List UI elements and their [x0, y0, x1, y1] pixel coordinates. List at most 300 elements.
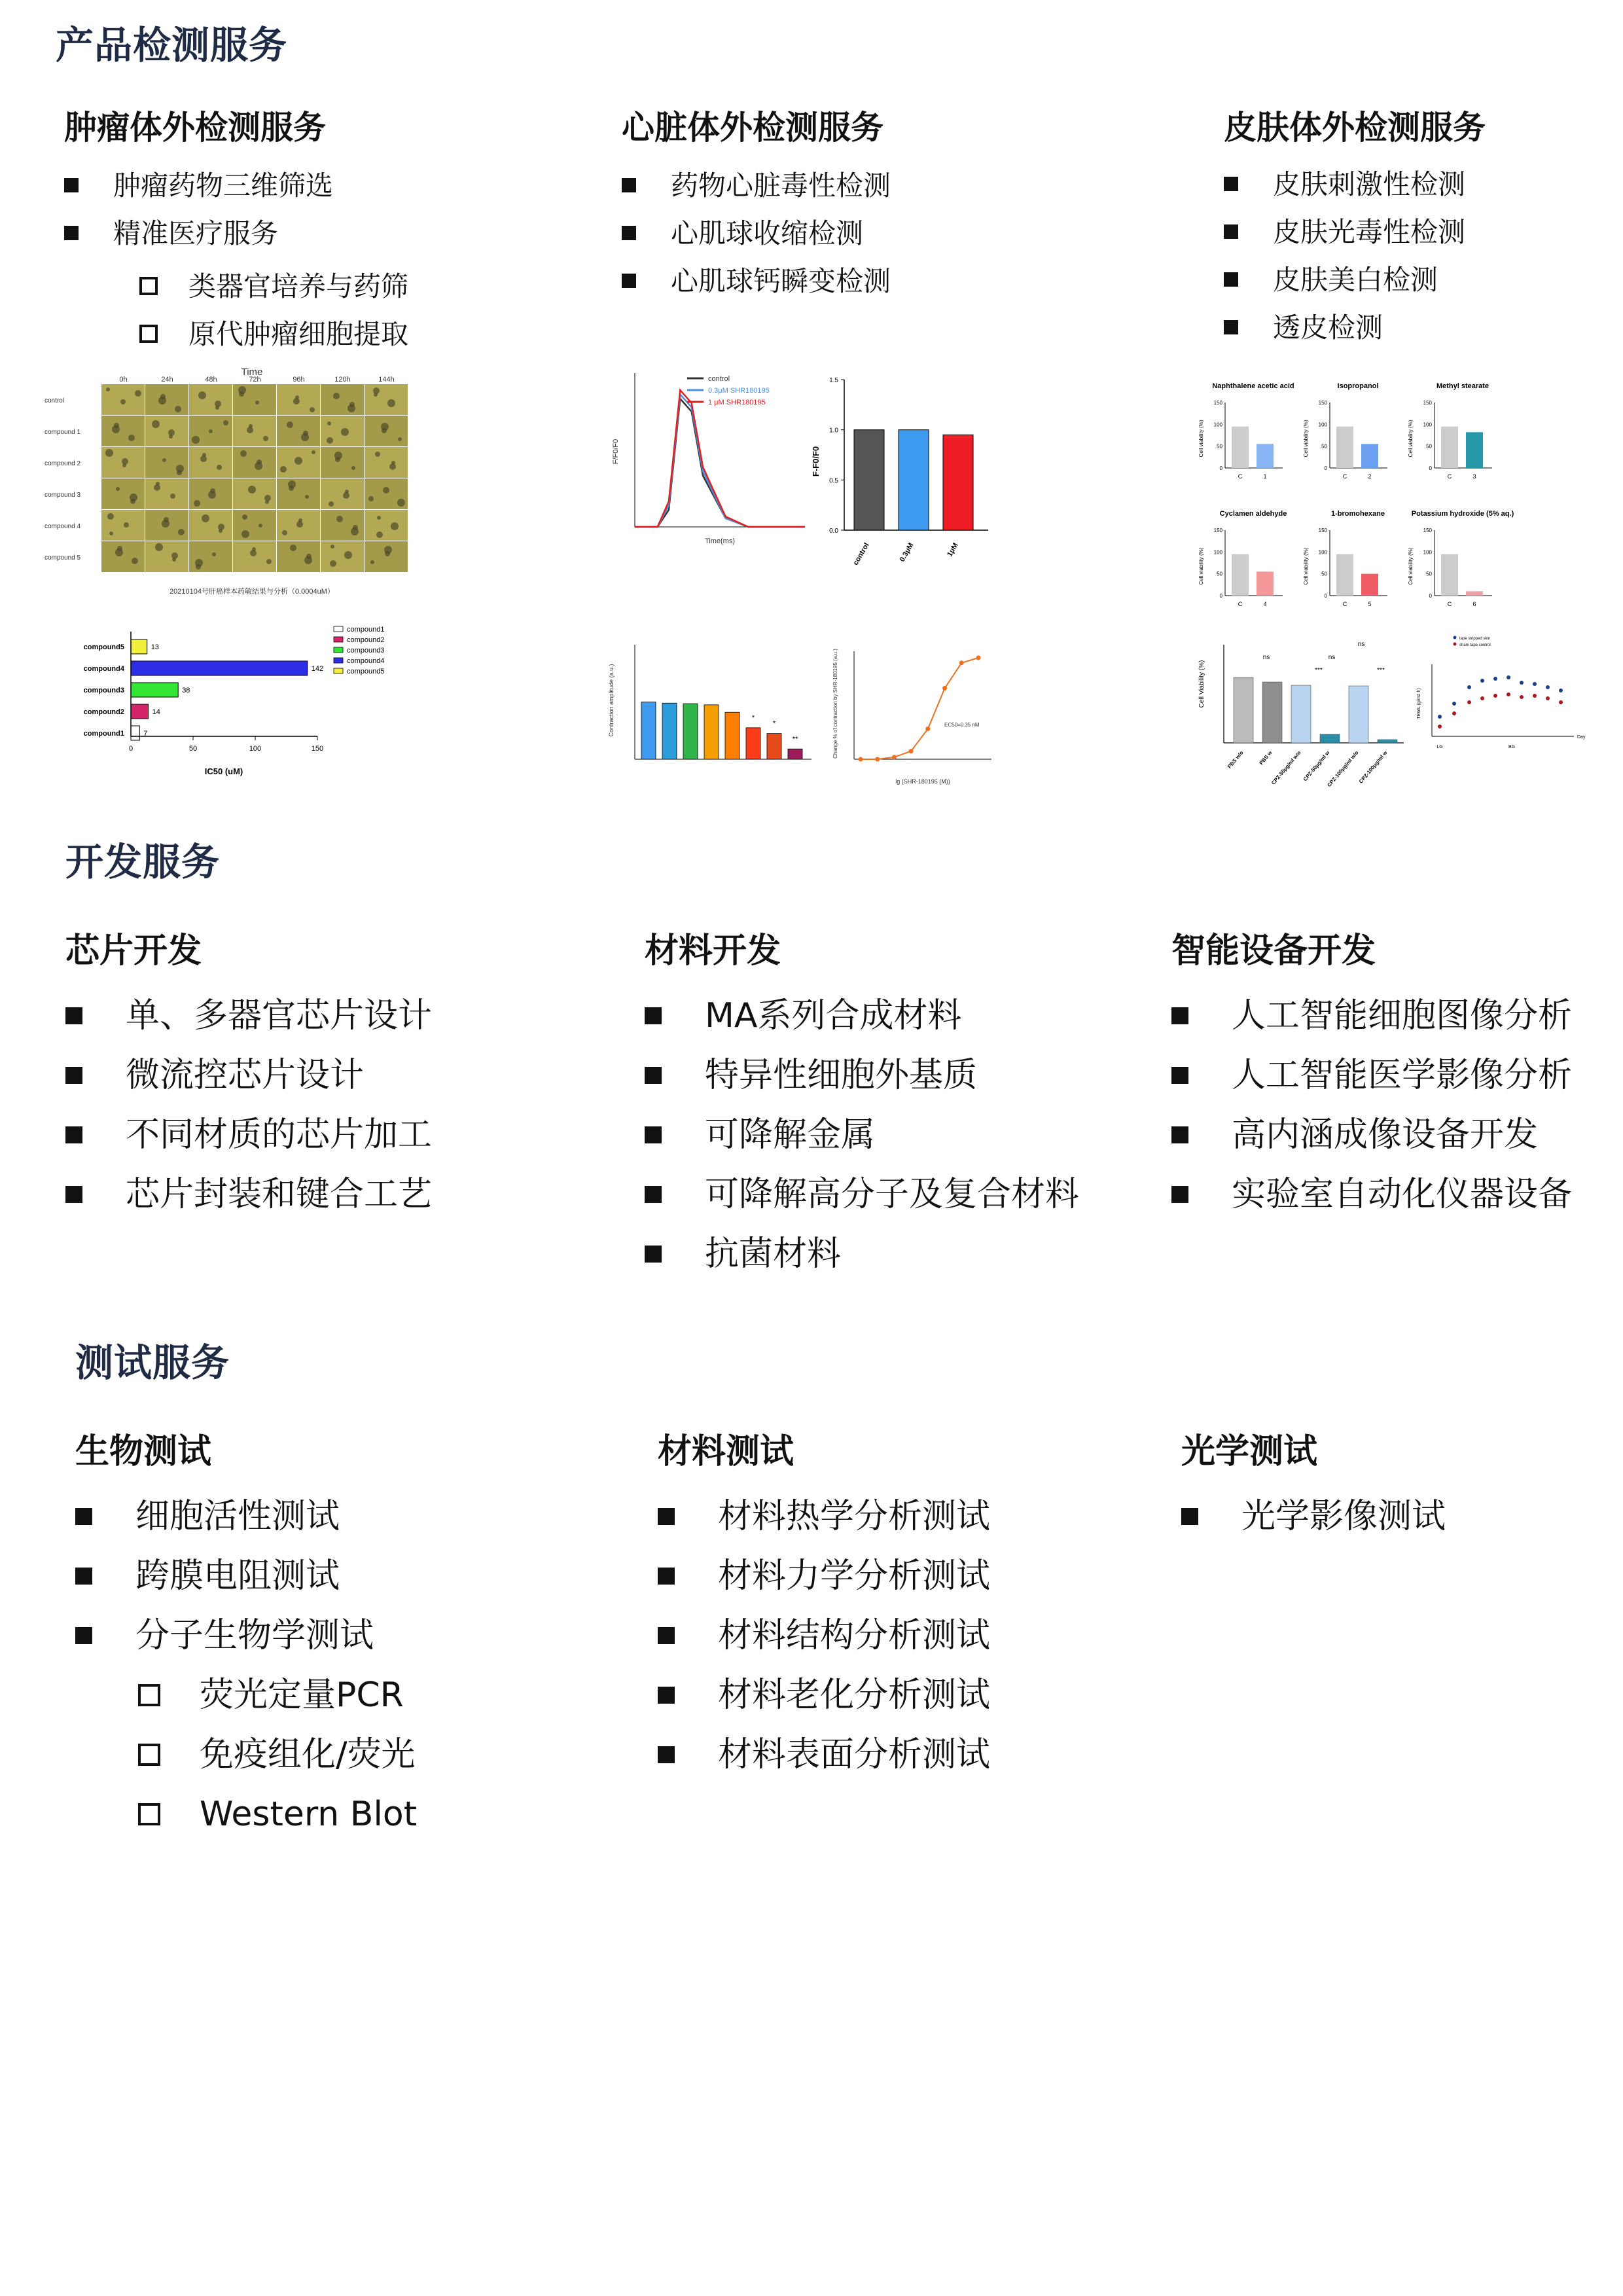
- data-point: [1467, 700, 1471, 704]
- organoid-image-cell: [101, 541, 145, 572]
- y-tick-label: 100: [1213, 549, 1222, 556]
- hollow-square-icon: [138, 1744, 160, 1766]
- bar: [1361, 444, 1378, 468]
- bar: [854, 430, 884, 530]
- organoid-spheroid: [310, 407, 315, 412]
- column-device: [1171, 923, 1572, 1225]
- organoid-spheroid: [282, 530, 287, 535]
- organoid-spheroid: [209, 429, 213, 433]
- organoid-spheroid: [348, 404, 355, 412]
- time-label: 24h: [161, 376, 173, 384]
- significance-star: *: [772, 719, 776, 728]
- organoid-spheroid: [265, 500, 269, 504]
- organoid-spheroid: [391, 522, 399, 530]
- organoid-spheroid: [329, 501, 334, 507]
- organoid-spheroid: [266, 559, 272, 564]
- organoid-image-cell: [233, 510, 276, 541]
- bar: [1257, 571, 1274, 596]
- item-list: [622, 162, 891, 305]
- organoid-spheroid: [375, 452, 380, 457]
- bullet-square-icon: [658, 1568, 675, 1585]
- f-ratio-bar-chart: [808, 373, 998, 569]
- row-label: compound 3: [45, 492, 81, 499]
- column-title: 材料测试: [658, 1432, 794, 1471]
- organoid-spheroid: [341, 428, 349, 436]
- row-label: compound 1: [45, 429, 81, 436]
- organoid-spheroid: [120, 399, 126, 404]
- small-chart-title: Isopropanol: [1337, 382, 1379, 390]
- organoid-spheroid: [105, 449, 113, 457]
- category-label: 4: [1263, 601, 1267, 607]
- organoid-spheroid: [215, 406, 219, 410]
- data-point: [1559, 689, 1563, 692]
- organoid-spheroid: [398, 437, 402, 441]
- time-label: 96h: [293, 376, 305, 384]
- bullet-square-icon: [645, 1067, 662, 1084]
- organoid-image-cell: [145, 478, 188, 509]
- column-title: 智能设备开发: [1171, 931, 1376, 971]
- organoid-spheroid: [280, 466, 287, 473]
- y-tick-label: 150: [1213, 400, 1222, 406]
- time-label: 72h: [249, 376, 261, 384]
- y-axis-label: Cell viability (%): [1198, 547, 1204, 585]
- data-point: [859, 757, 863, 762]
- organoid-spheroid: [248, 486, 256, 493]
- x-tick-label: 100: [249, 745, 262, 753]
- bar: [1232, 427, 1249, 468]
- category-label: C: [1447, 473, 1452, 480]
- list-item: 材料热学分析测试: [658, 1487, 990, 1547]
- organoid-spheroid: [200, 456, 207, 462]
- item-list: [1181, 1487, 1446, 1547]
- data-point: [1533, 694, 1537, 698]
- bullet-square-icon: [75, 1627, 92, 1644]
- data-point: [925, 726, 930, 731]
- category-label: compound4: [83, 665, 124, 673]
- bullet-square-icon: [75, 1568, 92, 1585]
- bullet-square-icon: [622, 226, 636, 240]
- organoid-spheroid: [154, 484, 160, 491]
- bullet-square-icon: [75, 1508, 92, 1525]
- data-label: 14: [152, 708, 160, 716]
- section-title-product: 产品检测服务: [56, 23, 288, 67]
- bullet-square-icon: [622, 274, 636, 288]
- organoid-spheroid: [294, 457, 302, 465]
- x-tick-label: 150: [311, 745, 324, 753]
- y-axis-label: Cell viability (%): [1408, 420, 1414, 457]
- list-item: 实验室自动化仪器设备: [1171, 1165, 1572, 1225]
- significance-ns: ns: [1357, 641, 1365, 648]
- organoid-spheroid: [351, 466, 355, 470]
- organoid-spheroid: [241, 530, 249, 538]
- y-axis-label: Cell viability (%): [1408, 547, 1414, 585]
- bullet-square-icon: [658, 1746, 675, 1763]
- small-chart-title: Cyclamen aldehyde: [1219, 510, 1287, 518]
- y-tick-label: 0: [1324, 465, 1327, 471]
- y-axis-label: Cell viability (%): [1303, 420, 1309, 457]
- organoid-spheroid: [217, 465, 222, 470]
- bar: [131, 661, 308, 675]
- column-tumor: [64, 101, 408, 358]
- organoid-spheroid: [194, 500, 200, 507]
- list-item: 药物心脏毒性检测: [622, 162, 891, 209]
- organoid-spheroid: [198, 391, 206, 399]
- y-tick-label: 50: [1217, 571, 1222, 577]
- bullet-square-icon: [1224, 224, 1238, 239]
- ec50-label: EC50=0.35 nM: [944, 722, 980, 728]
- bullet-square-icon: [1171, 1186, 1188, 1203]
- y-axis-label: F/F0/F0: [612, 439, 620, 465]
- section-title-dev: 开发服务: [65, 840, 221, 884]
- column-title: 皮肤体外检测服务: [1224, 109, 1486, 147]
- list-item: 心肌球钙瞬变检测: [622, 257, 891, 305]
- organoid-spheroid: [242, 514, 247, 520]
- y-tick-label: 0: [1429, 465, 1432, 471]
- item-list: [64, 162, 408, 358]
- y-tick-label: 0.0: [829, 528, 838, 535]
- item-list: [645, 986, 1079, 1284]
- list-subitem: 免疫组化/荧光: [75, 1725, 417, 1785]
- category-label: CPZ-100μg/ml w: [1357, 749, 1389, 785]
- column-heart: [622, 101, 891, 305]
- organoid-image-cell: [321, 541, 364, 572]
- organoid-spheroid: [259, 524, 262, 528]
- bar: [704, 705, 719, 759]
- bullet-square-icon: [1171, 1007, 1188, 1024]
- y-tick-label: 0: [1219, 465, 1222, 471]
- organoid-spheroid: [132, 558, 138, 564]
- organoid-spheroid: [327, 437, 333, 444]
- list-item: 皮肤美白检测: [1224, 256, 1486, 304]
- legend-swatch: [334, 668, 343, 673]
- organoid-spheroid: [351, 528, 359, 535]
- column-title: 生物测试: [75, 1432, 212, 1471]
- list-item: 材料力学分析测试: [658, 1547, 990, 1606]
- y-tick-label: 50: [1217, 443, 1222, 450]
- organoid-image-cell: [321, 478, 364, 509]
- data-point: [1480, 679, 1484, 683]
- category-label: C: [1447, 601, 1452, 607]
- list-item: 人工智能细胞图像分析: [1171, 986, 1572, 1046]
- hollow-square-icon: [139, 325, 158, 343]
- organoid-spheroid: [175, 406, 181, 412]
- column-material-test: [658, 1424, 990, 1785]
- bar: [131, 704, 149, 719]
- bar: [1361, 574, 1378, 596]
- organoid-image-cell: [277, 478, 320, 509]
- time-label: 0h: [119, 376, 128, 384]
- bullet-square-icon: [645, 1186, 662, 1203]
- y-tick-label: 0: [1324, 593, 1327, 599]
- organoid-spheroid: [370, 560, 374, 564]
- y-tick-label: 1.0: [829, 427, 838, 435]
- column-title: 材料开发: [645, 931, 781, 971]
- cell-viability-bar-chart: [1194, 632, 1410, 795]
- organoid-spheroid: [202, 514, 209, 522]
- y-tick-label: 100: [1318, 549, 1327, 556]
- organoid-image-cell: [365, 510, 408, 541]
- organoid-spheroid: [376, 531, 383, 538]
- organoid-spheroid: [115, 548, 123, 556]
- significance-stars: ***: [1315, 667, 1323, 674]
- item-list: [65, 986, 432, 1225]
- row-label: compound 2: [45, 460, 81, 467]
- y-tick-label: 1.5: [829, 377, 838, 384]
- list-item: 微流控芯片设计: [65, 1046, 432, 1105]
- organoid-image-cell: [101, 510, 145, 541]
- data-point: [942, 686, 947, 691]
- legend-swatch: [334, 637, 343, 642]
- column-bio-test: [75, 1424, 417, 1844]
- list-item: 精准医疗服务: [64, 209, 408, 257]
- hollow-square-icon: [139, 277, 158, 295]
- organoid-spheroid: [177, 470, 182, 475]
- organoid-image-cell: [321, 384, 364, 415]
- bar: [943, 435, 973, 530]
- category-label: 1: [1263, 473, 1267, 480]
- list-item: 皮肤光毒性检测: [1224, 208, 1486, 256]
- item-list: [75, 1487, 417, 1844]
- organoid-spheroid: [172, 558, 176, 562]
- bullet-square-icon: [1181, 1508, 1198, 1525]
- organoid-spheroid: [333, 393, 340, 399]
- bar: [131, 683, 178, 697]
- organoid-image-cell: [321, 510, 364, 541]
- bar: [1441, 554, 1458, 596]
- y-tick-label: 100: [1318, 422, 1327, 428]
- legend-label: control: [708, 375, 730, 383]
- organoid-spheroid: [377, 516, 381, 520]
- data-point: [1520, 695, 1524, 699]
- hollow-square-icon: [138, 1684, 160, 1706]
- dose-response-chart: [828, 645, 998, 795]
- organoid-spheroid: [293, 398, 300, 404]
- y-axis-label: TEWL (g/m2 h): [1417, 688, 1421, 719]
- category-label: compound1: [83, 730, 124, 738]
- phase-label: LG: [1436, 745, 1443, 749]
- list-item: MA系列合成材料: [645, 986, 1079, 1046]
- legend-item: sham tape control: [1459, 643, 1491, 647]
- organoid-spheroid: [122, 463, 126, 467]
- organoid-spheroid: [106, 387, 110, 391]
- small-chart-title: Methyl stearate: [1436, 382, 1489, 390]
- bar: [1466, 591, 1483, 596]
- data-point: [1546, 696, 1550, 700]
- category-label: 3: [1472, 473, 1476, 480]
- organoid-spheroid: [250, 550, 257, 556]
- significance-ns: ns: [1262, 654, 1270, 661]
- organoid-spheroid: [239, 391, 244, 397]
- organoid-image-grid: [39, 363, 412, 599]
- organoid-spheroid: [155, 543, 163, 551]
- organoid-spheroid: [330, 545, 334, 548]
- data-point: [1438, 725, 1442, 728]
- bar: [1232, 554, 1249, 596]
- x-tick-label: 50: [188, 745, 198, 753]
- organoid-image-cell: [189, 384, 232, 415]
- legend-label: compound3: [347, 647, 385, 655]
- organoid-spheroid: [344, 551, 352, 559]
- y-tick-label: 50: [1321, 571, 1327, 577]
- organoid-spheroid: [327, 422, 331, 425]
- list-item: 材料老化分析测试: [658, 1666, 990, 1725]
- column-title: 肿瘤体外检测服务: [64, 109, 326, 147]
- category-label: 0.3μM: [898, 541, 916, 564]
- category-label: control: [851, 541, 871, 567]
- organoid-spheroid: [289, 486, 294, 491]
- significance-star: *: [751, 713, 755, 722]
- category-label: compound3: [83, 687, 124, 694]
- phase-label: BG: [1508, 745, 1516, 749]
- organoid-spheroid: [387, 399, 395, 407]
- legend-swatch: [334, 626, 343, 632]
- y-axis-label: Cell Viability (%): [1198, 660, 1205, 708]
- bullet-square-icon: [1224, 320, 1238, 334]
- bullet-square-icon: [645, 1007, 662, 1024]
- contraction-bar-chart: [605, 638, 815, 802]
- time-label: 120h: [334, 376, 351, 384]
- bullet-square-icon: [645, 1126, 662, 1143]
- data-label: 142: [311, 665, 324, 673]
- column-material: [645, 923, 1079, 1284]
- row-label: compound 4: [45, 523, 81, 530]
- organoid-spheroid: [124, 522, 129, 528]
- bullet-square-icon: [65, 1007, 82, 1024]
- significance-stars: ***: [1377, 667, 1385, 674]
- organoid-spheroid: [170, 493, 175, 499]
- category-label: 2: [1368, 473, 1372, 480]
- legend-swatch: [334, 647, 343, 653]
- x-axis-label: Day: [1577, 735, 1586, 740]
- y-tick-label: 150: [1318, 400, 1327, 406]
- bar: [1320, 734, 1340, 743]
- y-axis-label: Contraction amplitude (a.u.): [608, 664, 615, 737]
- y-tick-label: 50: [1426, 443, 1432, 450]
- bullet-square-icon: [1171, 1126, 1188, 1143]
- bar: [1291, 685, 1311, 743]
- data-point: [1520, 681, 1524, 685]
- organoid-spheroid: [178, 529, 185, 535]
- category-label: compound2: [83, 708, 124, 716]
- organoid-image-cell: [189, 447, 232, 478]
- bar: [1466, 432, 1483, 468]
- organoid-image-cell: [233, 541, 276, 572]
- organoid-spheroid: [255, 401, 259, 404]
- organoid-image-cell: [145, 384, 188, 415]
- organoid-image-cell: [233, 478, 276, 509]
- bullet-square-icon: [65, 1067, 82, 1084]
- list-item: 高内涵成像设备开发: [1171, 1105, 1572, 1165]
- row-label: control: [45, 397, 65, 404]
- organoid-spheroid: [135, 390, 141, 397]
- bar: [1441, 427, 1458, 468]
- legend-label: compound2: [347, 636, 385, 644]
- organoid-spheroid: [296, 521, 303, 528]
- organoid-spheroid: [223, 420, 228, 425]
- significance-star: **: [792, 735, 798, 744]
- bullet-square-icon: [64, 226, 79, 240]
- small-chart-title: 1-bromohexane: [1331, 510, 1385, 518]
- bar: [683, 704, 698, 759]
- organoid-spheroid: [240, 450, 247, 457]
- organoid-image-cell: [277, 416, 320, 446]
- small-chart-title: Naphthalene acetic acid: [1212, 382, 1294, 390]
- time-label: 144h: [378, 376, 395, 384]
- organoid-image-cell: [145, 416, 188, 446]
- legend-label: 1 μM SHR180195: [708, 399, 766, 406]
- data-point: [1546, 685, 1550, 689]
- bullet-square-icon: [1224, 177, 1238, 191]
- organoid-spheroid: [247, 427, 253, 433]
- y-tick-label: 50: [1426, 571, 1432, 577]
- ic50-bar-chart: [46, 619, 425, 785]
- data-point: [1533, 682, 1537, 686]
- organoid-spheroid: [301, 433, 309, 441]
- organoid-spheroid: [208, 491, 216, 499]
- category-label: 5: [1368, 601, 1372, 607]
- organoid-image-cell: [321, 447, 364, 478]
- bar: [641, 702, 656, 760]
- organoid-spheroid: [290, 545, 296, 551]
- data-point: [976, 656, 981, 660]
- data-point: [1452, 702, 1456, 706]
- organoid-spheroid: [336, 516, 343, 522]
- organoid-spheroid: [169, 435, 173, 439]
- data-point: [1480, 696, 1484, 700]
- x-axis-label: Time(ms): [704, 537, 736, 545]
- item-list: [1171, 986, 1572, 1225]
- tewl-scatter-chart: [1414, 632, 1584, 762]
- list-item: 肿瘤药物三维筛选: [64, 162, 408, 209]
- organoid-spheroid: [112, 425, 120, 433]
- list-item: 可降解金属: [645, 1105, 1079, 1165]
- y-axis-label: F-F0/F0: [811, 446, 821, 477]
- list-subitem: Western Blot: [75, 1785, 417, 1844]
- legend-item: tape stripped skin: [1459, 637, 1491, 641]
- y-tick-label: 0: [1219, 593, 1222, 599]
- list-item: 抗菌材料: [645, 1225, 1079, 1284]
- data-label: 7: [143, 730, 148, 738]
- bullet-square-icon: [65, 1126, 82, 1143]
- organoid-image-cell: [189, 510, 232, 541]
- bar: [1336, 554, 1353, 596]
- bar: [767, 734, 781, 759]
- list-subitem: 类器官培养与药筛: [64, 262, 408, 310]
- organoid-spheroid: [152, 420, 160, 428]
- organoid-spheroid: [109, 531, 113, 535]
- bar: [1234, 677, 1253, 743]
- y-axis-label: Change % of contraction by SHR-180195 (a.u.): [832, 649, 838, 759]
- row-label: compound 5: [45, 554, 81, 562]
- organoid-spheroid: [343, 492, 349, 499]
- bullet-square-icon: [658, 1687, 675, 1704]
- organoid-spheroid: [389, 463, 396, 470]
- bar: [746, 728, 760, 759]
- bar: [1257, 444, 1274, 468]
- organoid-spheroid: [304, 556, 312, 564]
- category-label: PBS w/o: [1226, 749, 1245, 770]
- organoid-spheroid: [368, 496, 374, 501]
- legend-label: compound5: [347, 668, 385, 675]
- organoid-spheroid: [305, 495, 309, 499]
- organoid-spheroid: [335, 457, 340, 462]
- data-point: [1452, 711, 1456, 715]
- organoid-spheroid: [287, 422, 293, 428]
- organoid-image-cell: [233, 447, 276, 478]
- y-tick-label: 100: [1423, 549, 1432, 556]
- organoid-spheroid: [382, 428, 387, 433]
- column-title: 芯片开发: [65, 931, 202, 971]
